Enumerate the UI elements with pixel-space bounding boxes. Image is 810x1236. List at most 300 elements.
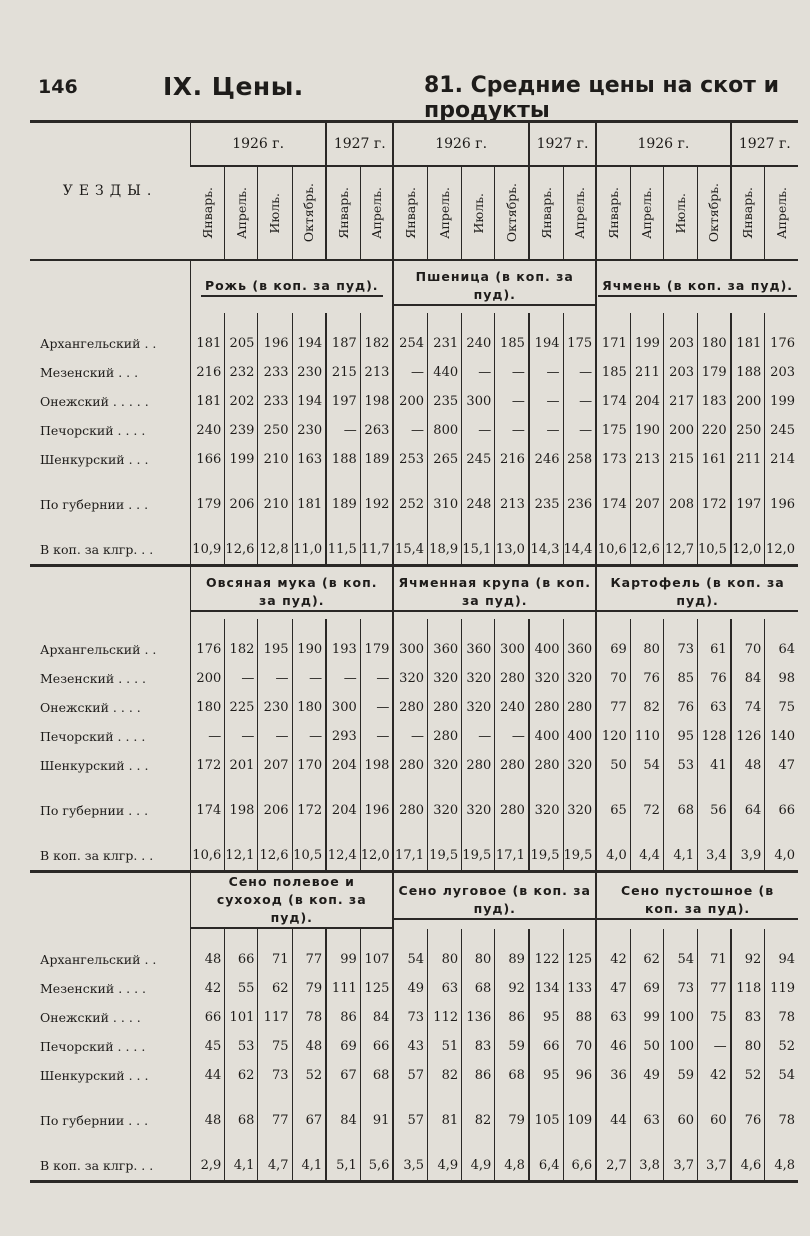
price-cell: 5,1 xyxy=(326,1151,360,1182)
price-cell: 258 xyxy=(563,445,596,474)
price-cell: 293 xyxy=(326,722,360,751)
spacer-cell xyxy=(30,619,191,635)
price-cell: 233 xyxy=(258,387,292,416)
spacer-cell xyxy=(393,313,427,329)
month-label: Январь. xyxy=(199,187,215,239)
price-cell: 80 xyxy=(630,635,663,664)
table-row xyxy=(30,635,798,664)
spacer-cell xyxy=(360,780,393,796)
price-cell: 82 xyxy=(462,1106,495,1135)
price-cell: 196 xyxy=(258,329,292,358)
price-cell: 52 xyxy=(765,1032,798,1061)
price-cell: 300 xyxy=(393,635,427,664)
price-cell: 280 xyxy=(462,751,495,780)
price-cell: 86 xyxy=(462,1061,495,1090)
price-cell: 75 xyxy=(765,693,798,722)
price-cell: 213 xyxy=(630,445,663,474)
district-name: В коп. за клгр. . . xyxy=(30,1151,191,1182)
table-row xyxy=(30,693,798,722)
price-cell: 206 xyxy=(225,490,258,519)
spacer-cell xyxy=(393,1090,427,1106)
price-cell: 236 xyxy=(563,490,596,519)
price-cell: 194 xyxy=(529,329,563,358)
price-cell: 239 xyxy=(225,416,258,445)
product-header xyxy=(596,260,798,313)
spacer-cell xyxy=(563,929,596,945)
price-cell: 172 xyxy=(191,751,225,780)
price-cell: 199 xyxy=(225,445,258,474)
price-cell: 6,4 xyxy=(529,1151,563,1182)
price-cell: 203 xyxy=(663,358,697,387)
spacer-cell xyxy=(258,1135,292,1151)
spacer-cell xyxy=(765,825,798,841)
price-cell: 75 xyxy=(258,1032,292,1061)
price-cell: 3,8 xyxy=(630,1151,663,1182)
month-label: Октябрь. xyxy=(706,183,722,243)
price-cell: 204 xyxy=(326,796,360,825)
price-cell: 201 xyxy=(225,751,258,780)
spacer-cell xyxy=(596,929,630,945)
spacer-cell xyxy=(563,474,596,490)
district-name: По губернии . . . xyxy=(40,803,149,818)
month-label: Январь. xyxy=(605,187,621,239)
price-cell: 320 xyxy=(563,751,596,780)
price-cell: 188 xyxy=(326,445,360,474)
spacer-cell xyxy=(258,519,292,535)
spacer-cell xyxy=(258,474,292,490)
price-cell: 280 xyxy=(529,751,563,780)
price-cell: 47 xyxy=(596,974,630,1003)
price-cell: 54 xyxy=(765,1061,798,1090)
month-label: Апрель. xyxy=(639,187,655,239)
spacer-cell xyxy=(462,619,495,635)
price-cell: 72 xyxy=(630,796,663,825)
district-name: Архангельский . . xyxy=(40,642,157,657)
price-cell: 195 xyxy=(258,635,292,664)
spacer-cell xyxy=(225,929,258,945)
price-cell: 10,5 xyxy=(292,841,326,872)
table-row xyxy=(30,490,798,519)
spacer-cell xyxy=(663,1135,697,1151)
spacer-cell xyxy=(630,1090,663,1106)
spacer-cell xyxy=(563,825,596,841)
month-header xyxy=(698,166,731,260)
month-label: Июль. xyxy=(672,192,688,234)
month-header xyxy=(326,166,360,260)
product-header xyxy=(393,872,596,930)
price-cell: 200 xyxy=(663,416,697,445)
price-cell: — xyxy=(258,664,292,693)
spacer-cell xyxy=(393,780,427,796)
product-header xyxy=(393,260,596,313)
price-cell: 52 xyxy=(731,1061,765,1090)
spacer-cell xyxy=(529,313,563,329)
price-cell: — xyxy=(495,358,529,387)
price-cell: 65 xyxy=(596,796,630,825)
block-stub xyxy=(30,566,191,620)
price-cell: 211 xyxy=(630,358,663,387)
price-cell: 188 xyxy=(731,358,765,387)
price-cell: 95 xyxy=(663,722,697,751)
spacer-cell xyxy=(292,1135,326,1151)
product-label: Сено полевое и сухоход (в коп. за пуд). xyxy=(191,873,392,929)
price-cell: 215 xyxy=(326,358,360,387)
price-cell: 71 xyxy=(698,945,731,974)
price-cell: 92 xyxy=(731,945,765,974)
price-cell: 68 xyxy=(360,1061,393,1090)
spacer-cell xyxy=(529,1135,563,1151)
month-header xyxy=(731,166,765,260)
table-row xyxy=(30,722,798,751)
spacer-cell xyxy=(765,313,798,329)
section-title: IX. Цены. xyxy=(163,72,304,101)
price-cell: 125 xyxy=(360,974,393,1003)
price-cell: 119 xyxy=(765,974,798,1003)
table-row xyxy=(30,1106,798,1135)
price-cell: 50 xyxy=(596,751,630,780)
price-cell: 175 xyxy=(563,329,596,358)
spacer-cell xyxy=(326,474,360,490)
spacer-cell xyxy=(30,929,191,945)
price-cell: 217 xyxy=(663,387,697,416)
spacer-cell xyxy=(563,1090,596,1106)
price-cell: 210 xyxy=(258,490,292,519)
price-cell: 88 xyxy=(563,1003,596,1032)
price-cell: 17,1 xyxy=(393,841,427,872)
price-cell: 360 xyxy=(428,635,462,664)
price-cell: 280 xyxy=(495,751,529,780)
price-cell: 250 xyxy=(258,416,292,445)
spacer-cell xyxy=(698,929,731,945)
month-header xyxy=(596,166,630,260)
price-cell: 100 xyxy=(663,1003,697,1032)
spacer-cell xyxy=(292,825,326,841)
spacer-cell xyxy=(731,780,765,796)
price-cell: 49 xyxy=(630,1061,663,1090)
spacer-cell xyxy=(191,1090,225,1106)
price-cell: 53 xyxy=(663,751,697,780)
price-cell: 320 xyxy=(529,664,563,693)
price-cell: 68 xyxy=(462,974,495,1003)
price-cell: 171 xyxy=(596,329,630,358)
spacer-cell xyxy=(698,519,731,535)
spacer-cell xyxy=(393,619,427,635)
price-cell: 213 xyxy=(360,358,393,387)
price-cell: 78 xyxy=(765,1003,798,1032)
month-header xyxy=(360,166,393,260)
year-header: 1926 г. xyxy=(596,122,731,167)
month-header xyxy=(258,166,292,260)
price-cell: 19,5 xyxy=(563,841,596,872)
price-cell: 95 xyxy=(529,1061,563,1090)
price-cell: 198 xyxy=(225,796,258,825)
price-cell: 6,6 xyxy=(563,1151,596,1182)
price-cell: 73 xyxy=(258,1061,292,1090)
spacer-cell xyxy=(698,619,731,635)
price-cell: 230 xyxy=(292,358,326,387)
price-cell: 4,9 xyxy=(462,1151,495,1182)
price-cell: 80 xyxy=(462,945,495,974)
spacer-cell xyxy=(731,1090,765,1106)
price-cell: 55 xyxy=(225,974,258,1003)
price-cell: 3,7 xyxy=(698,1151,731,1182)
spacer-cell xyxy=(258,313,292,329)
district-name: В коп. за клгр. . . xyxy=(30,535,191,566)
price-cell: 12,6 xyxy=(258,841,292,872)
spacer-cell xyxy=(30,825,191,841)
spacer-cell xyxy=(360,474,393,490)
price-cell: 208 xyxy=(663,490,697,519)
price-cell: 80 xyxy=(731,1032,765,1061)
spacer-cell xyxy=(495,519,529,535)
price-cell: — xyxy=(495,416,529,445)
price-cell: 79 xyxy=(292,974,326,1003)
price-cell: 181 xyxy=(292,490,326,519)
spacer-cell xyxy=(360,825,393,841)
price-cell: 76 xyxy=(698,664,731,693)
price-cell: 197 xyxy=(731,490,765,519)
price-cell: — xyxy=(563,387,596,416)
month-header xyxy=(563,166,596,260)
price-cell: 190 xyxy=(292,635,326,664)
price-cell: 67 xyxy=(292,1106,326,1135)
table-row xyxy=(30,535,798,566)
price-cell: 4,0 xyxy=(596,841,630,872)
price-cell: — xyxy=(360,664,393,693)
spacer-cell xyxy=(731,474,765,490)
price-cell: 44 xyxy=(191,1061,225,1090)
product-header xyxy=(393,566,596,620)
month-label: Апрель. xyxy=(774,187,790,239)
price-cell: 213 xyxy=(495,490,529,519)
price-cell: 86 xyxy=(495,1003,529,1032)
month-label: Январь. xyxy=(740,187,756,239)
spacer-cell xyxy=(462,474,495,490)
spacer-cell xyxy=(393,519,427,535)
price-cell: 190 xyxy=(630,416,663,445)
spacer-cell xyxy=(563,519,596,535)
price-cell: 82 xyxy=(428,1061,462,1090)
spacer-cell xyxy=(529,519,563,535)
spacer-cell xyxy=(698,1090,731,1106)
price-cell: 68 xyxy=(663,796,697,825)
spacer-cell xyxy=(663,519,697,535)
price-cell: 86 xyxy=(326,1003,360,1032)
spacer-cell xyxy=(292,780,326,796)
spacer-cell xyxy=(563,313,596,329)
spacer-cell xyxy=(326,1090,360,1106)
product-label: Пшеница (в коп. за пуд). xyxy=(394,268,595,306)
district-name: Онежский . . . . . xyxy=(40,394,149,409)
price-cell: 4,1 xyxy=(225,1151,258,1182)
price-cell: 81 xyxy=(428,1106,462,1135)
month-header xyxy=(630,166,663,260)
spacer-cell xyxy=(292,619,326,635)
month-header xyxy=(292,166,326,260)
price-cell: 10,6 xyxy=(596,535,630,566)
district-name: По губернии . . . xyxy=(40,1113,149,1128)
spacer-cell xyxy=(596,519,630,535)
price-cell: 11,7 xyxy=(360,535,393,566)
price-cell: 19,5 xyxy=(529,841,563,872)
price-cell: 60 xyxy=(663,1106,697,1135)
price-cell: 136 xyxy=(462,1003,495,1032)
price-cell: 193 xyxy=(326,635,360,664)
price-cell: 46 xyxy=(596,1032,630,1061)
spacer-cell xyxy=(529,825,563,841)
price-cell: 4,8 xyxy=(765,1151,798,1182)
spacer-cell xyxy=(462,1090,495,1106)
month-header xyxy=(393,166,427,260)
spacer-cell xyxy=(495,780,529,796)
spacer-cell xyxy=(360,1090,393,1106)
price-cell: 360 xyxy=(462,635,495,664)
price-cell: — xyxy=(191,722,225,751)
price-cell: 202 xyxy=(225,387,258,416)
spacer-cell xyxy=(596,1135,630,1151)
price-cell: 100 xyxy=(663,1032,697,1061)
price-cell: — xyxy=(225,664,258,693)
page-header xyxy=(0,68,810,123)
month-label: Апрель. xyxy=(369,187,385,239)
price-cell: 96 xyxy=(563,1061,596,1090)
price-cell: 62 xyxy=(258,974,292,1003)
price-cell: 231 xyxy=(428,329,462,358)
district-name: Онежский . . . . xyxy=(40,1010,141,1025)
price-cell: — xyxy=(529,358,563,387)
product-header xyxy=(191,872,394,930)
price-cell: 42 xyxy=(698,1061,731,1090)
spacer-cell xyxy=(326,619,360,635)
price-cell: 300 xyxy=(462,387,495,416)
spacer-cell xyxy=(258,619,292,635)
price-cell: 64 xyxy=(731,796,765,825)
price-cell: 216 xyxy=(495,445,529,474)
district-name: Шенкурский . . . xyxy=(40,1068,149,1083)
price-cell: 42 xyxy=(596,945,630,974)
price-cell: 215 xyxy=(663,445,697,474)
price-cell: 189 xyxy=(326,490,360,519)
price-cell: 36 xyxy=(596,1061,630,1090)
price-cell: 77 xyxy=(596,693,630,722)
price-cell: 101 xyxy=(225,1003,258,1032)
month-header xyxy=(191,166,225,260)
district-name: Печорский . . . . xyxy=(40,1039,146,1054)
price-cell: 13,0 xyxy=(495,535,529,566)
spacer-cell xyxy=(191,313,225,329)
price-cell: 10,6 xyxy=(191,841,225,872)
price-cell: 163 xyxy=(292,445,326,474)
spacer-cell xyxy=(258,780,292,796)
spacer-cell xyxy=(292,1090,326,1106)
spacer-cell xyxy=(663,619,697,635)
table-row xyxy=(30,1151,798,1182)
price-cell: 120 xyxy=(596,722,630,751)
spacer-cell xyxy=(563,619,596,635)
product-label: Рожь (в коп. за пуд). xyxy=(201,277,383,297)
price-cell: 400 xyxy=(529,722,563,751)
price-cell: 54 xyxy=(393,945,427,974)
spacer-cell xyxy=(393,474,427,490)
district-name: Мезенский . . . xyxy=(40,365,139,380)
price-cell: 68 xyxy=(225,1106,258,1135)
price-cell: 320 xyxy=(462,664,495,693)
price-cell: — xyxy=(563,416,596,445)
price-cell: 77 xyxy=(258,1106,292,1135)
spacer-cell xyxy=(30,1090,191,1106)
price-cell: 73 xyxy=(663,635,697,664)
price-cell: 230 xyxy=(292,416,326,445)
price-cell: 253 xyxy=(393,445,427,474)
price-cell: 4,1 xyxy=(663,841,697,872)
price-cell: 240 xyxy=(495,693,529,722)
spacer-cell xyxy=(191,929,225,945)
month-label: Октябрь. xyxy=(301,183,317,243)
price-cell: 320 xyxy=(428,751,462,780)
price-cell: 203 xyxy=(663,329,697,358)
price-cell: 3,4 xyxy=(698,841,731,872)
spacer-cell xyxy=(731,929,765,945)
price-cell: — xyxy=(563,358,596,387)
price-cell: 199 xyxy=(630,329,663,358)
price-cell: 78 xyxy=(765,1106,798,1135)
price-cell: 49 xyxy=(393,974,427,1003)
price-cell: 83 xyxy=(462,1032,495,1061)
month-label: Январь. xyxy=(403,187,419,239)
price-cell: — xyxy=(462,722,495,751)
spacer-cell xyxy=(495,825,529,841)
price-cell: 3,7 xyxy=(663,1151,697,1182)
price-cell: 110 xyxy=(630,722,663,751)
price-cell: 11,5 xyxy=(326,535,360,566)
spacer-cell xyxy=(225,313,258,329)
spacer-cell xyxy=(360,929,393,945)
price-cell: 280 xyxy=(495,796,529,825)
price-cell: 12,0 xyxy=(360,841,393,872)
price-cell: 83 xyxy=(731,1003,765,1032)
price-cell: 280 xyxy=(495,664,529,693)
spacer-cell xyxy=(191,519,225,535)
price-cell: 185 xyxy=(596,358,630,387)
spacer-cell xyxy=(258,825,292,841)
spacer-cell xyxy=(30,474,191,490)
price-cell: 79 xyxy=(495,1106,529,1135)
spacer-cell xyxy=(292,929,326,945)
product-label: Ячмень (в коп. за пуд). xyxy=(598,277,797,297)
price-cell: 187 xyxy=(326,329,360,358)
price-cell: — xyxy=(393,358,427,387)
price-cell: 4,6 xyxy=(731,1151,765,1182)
spacer-cell xyxy=(30,1135,191,1151)
price-cell: 320 xyxy=(428,664,462,693)
price-cell: 174 xyxy=(191,796,225,825)
price-cell: 17,1 xyxy=(495,841,529,872)
price-cell: 48 xyxy=(731,751,765,780)
price-cell: 180 xyxy=(698,329,731,358)
price-cell: 63 xyxy=(698,693,731,722)
price-cell: 440 xyxy=(428,358,462,387)
table-row xyxy=(30,1032,798,1061)
price-cell: 183 xyxy=(698,387,731,416)
price-cell: 126 xyxy=(731,722,765,751)
price-cell: 250 xyxy=(731,416,765,445)
price-cell: 11,0 xyxy=(292,535,326,566)
price-cell: 62 xyxy=(225,1061,258,1090)
price-cell: 4,4 xyxy=(630,841,663,872)
price-cell: 66 xyxy=(191,1003,225,1032)
price-cell: 66 xyxy=(225,945,258,974)
price-cell: 235 xyxy=(529,490,563,519)
